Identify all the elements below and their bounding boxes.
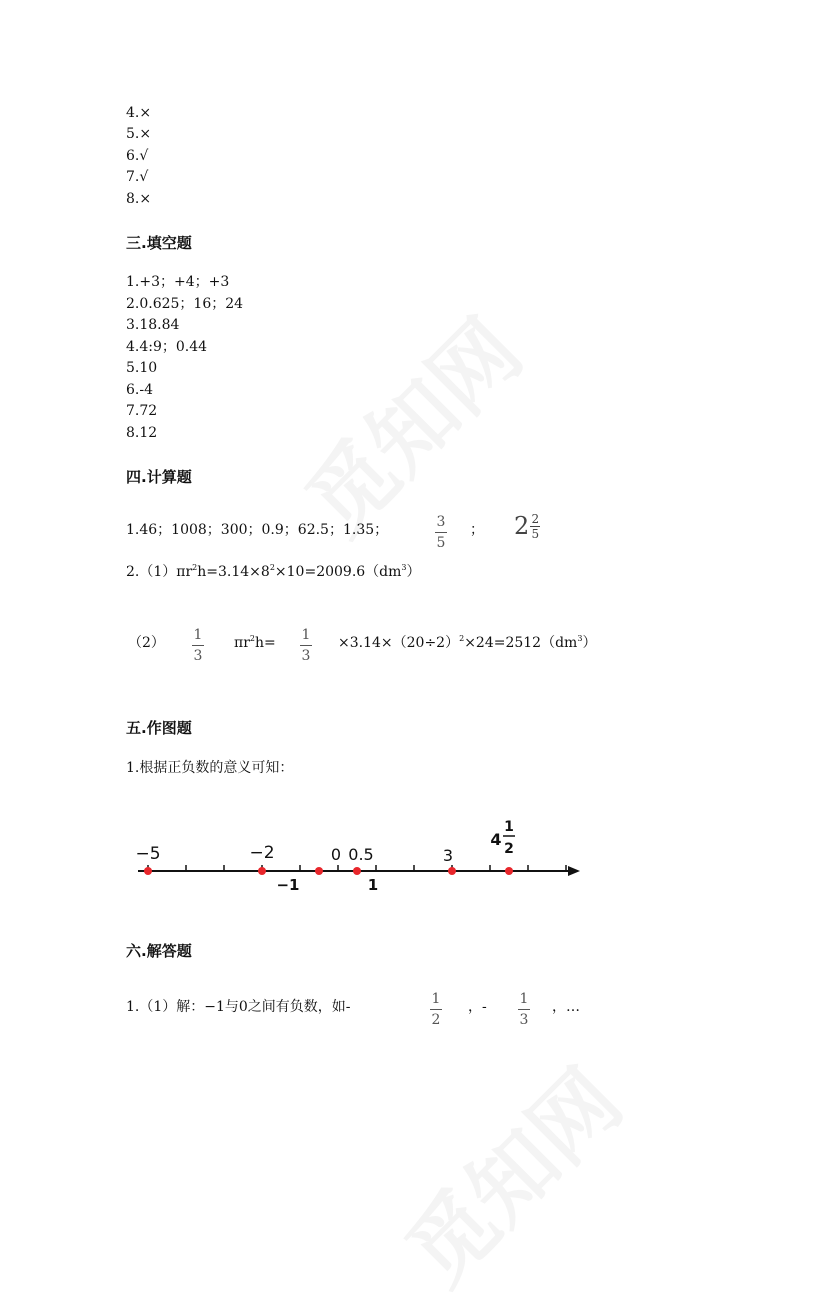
text: ）	[406, 564, 421, 580]
number-line-point	[258, 867, 266, 875]
fraction-bar	[192, 645, 204, 646]
fraction-bar	[300, 645, 312, 646]
answer-question-1: 1.（1）解：−1与0之间有负数，如-	[126, 999, 351, 1015]
superscript: 2	[459, 634, 465, 643]
number-line-point	[448, 867, 456, 875]
label-one: 1	[367, 876, 379, 893]
judge-answer: 4.×	[126, 105, 152, 121]
numerator: 3	[436, 514, 446, 530]
number-line-point	[144, 867, 152, 875]
mixed-fraction	[530, 513, 540, 540]
label-zero: 0	[330, 845, 342, 864]
text: 2.（1）πr	[126, 564, 193, 580]
judge-answer: 7.√	[126, 169, 149, 185]
mixed-number	[514, 512, 540, 540]
fraction-1-3	[300, 627, 312, 664]
numerator: 1	[193, 627, 203, 643]
number-line-point	[505, 867, 513, 875]
label-zero-point-five: 0.5	[348, 845, 374, 864]
fill-answer: 5.10	[126, 360, 158, 376]
calc-answer-2-2-label: （2）	[128, 635, 165, 651]
label-three: 3	[442, 846, 454, 865]
label-minus-2: −2	[249, 843, 275, 863]
drawing-question-1: 1.根据正负数的意义可知：	[126, 760, 294, 776]
watermark	[274, 287, 544, 557]
fill-answer: 7.72	[126, 403, 158, 419]
numerator: 2	[531, 511, 540, 526]
fill-answer: 1.+3；+4；+3	[126, 274, 230, 290]
denominator: 2	[431, 1012, 441, 1028]
fraction-bar	[518, 1009, 530, 1010]
number-line	[130, 818, 590, 893]
calc-answer-1: 1.46；1008；300；0.9；62.5；1.35；	[126, 522, 389, 538]
judge-answer: 5.×	[126, 126, 152, 142]
text: πr	[234, 635, 250, 651]
text: ）	[582, 635, 597, 651]
superscript: 2	[192, 563, 198, 572]
label-minus-5: −5	[135, 844, 161, 864]
fill-answer: 8.12	[126, 425, 158, 441]
section-title-calculation: 四.计算题	[126, 468, 192, 486]
formula-text	[234, 634, 276, 652]
numerator: 1	[431, 991, 441, 1007]
fill-answer: 6.-4	[126, 382, 153, 398]
watermark-bottom	[374, 1037, 644, 1307]
denominator: 3	[193, 648, 203, 664]
denominator: 3	[519, 1012, 529, 1028]
text: ×10=2009.6（dm	[274, 564, 402, 580]
numerator: 1	[301, 627, 311, 643]
fraction-3-5	[435, 514, 447, 551]
formula-text	[338, 634, 596, 652]
fraction-bar	[435, 532, 447, 533]
section-title-fill-blank: 三.填空题	[126, 234, 192, 252]
fraction-bar	[430, 1009, 442, 1010]
number-line-point	[315, 867, 323, 875]
fill-answer: 4.4:9；0.44	[126, 339, 208, 355]
text: h=	[255, 635, 276, 651]
denominator: 3	[301, 648, 311, 664]
superscript: 3	[577, 634, 583, 643]
fraction-1-3	[518, 991, 530, 1028]
section-title-drawing: 五.作图题	[126, 719, 192, 737]
fraction-1-3	[192, 627, 204, 664]
fill-answer: 2.0.625；16；24	[126, 296, 244, 312]
separator: ，-	[468, 999, 487, 1015]
fill-answer: 3.18.84	[126, 317, 180, 333]
mixed-whole: 2	[514, 512, 530, 540]
denominator: 5	[531, 526, 540, 541]
superscript: 2	[249, 634, 255, 643]
superscript: 2	[269, 563, 275, 572]
number-line-arrow	[568, 866, 580, 876]
label-mixed-whole: 4	[490, 830, 502, 849]
text: h=3.14×8	[197, 564, 270, 580]
label-mixed-num: 1	[504, 819, 514, 835]
ellipsis: ，…	[552, 999, 580, 1015]
text: ×24=2512（dm	[464, 635, 578, 651]
judge-answer: 6.√	[126, 148, 149, 164]
superscript: 3	[401, 563, 407, 572]
denominator: 5	[436, 535, 446, 551]
number-line-point	[353, 867, 361, 875]
fraction-1-2	[430, 991, 442, 1028]
section-title-answer: 六.解答题	[126, 942, 192, 960]
numerator: 1	[519, 991, 529, 1007]
separator: ；	[470, 522, 484, 538]
judge-answer: 8.×	[126, 191, 152, 207]
label-mixed-den: 2	[504, 841, 514, 857]
calc-answer-2-1	[126, 563, 421, 581]
text: ×3.14×（20÷2）	[338, 635, 460, 651]
label-minus-1: −1	[276, 876, 300, 893]
